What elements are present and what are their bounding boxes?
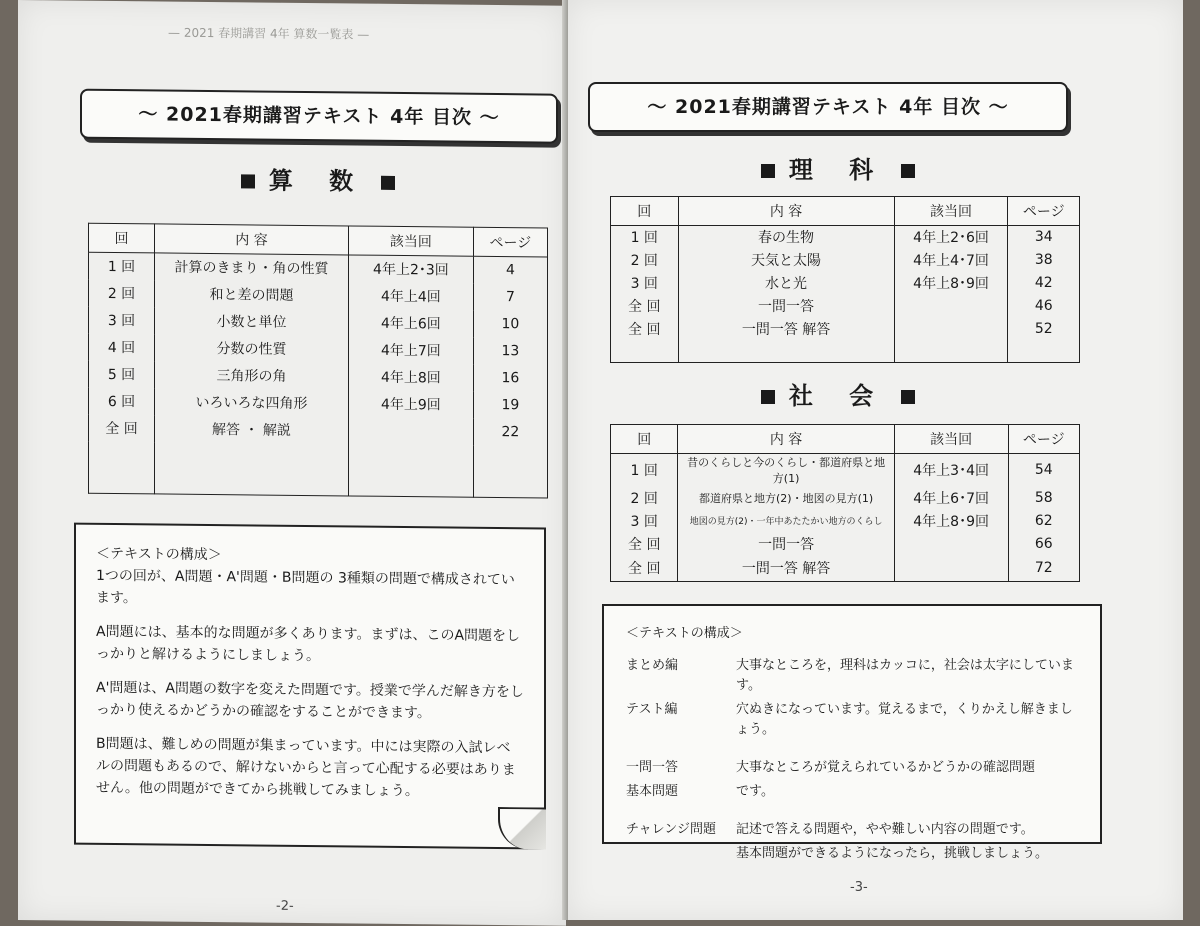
col-header: 該当回 [894,425,1008,454]
table-header-row [611,197,1080,226]
section-heading-social [698,376,978,411]
section-heading-science [698,150,978,185]
square-bullet-icon [761,164,775,178]
table-row: 全 回 一問一答 解答 72 [611,555,1080,581]
page-number: -2- [276,898,294,914]
square-bullet-icon [241,174,255,188]
table-row: 3 回 小数と単位 4年上6回 10 [89,306,548,338]
table-row: 2 回 和と差の問題 4年上4回 7 [89,279,548,311]
note-paragraph: A問題には、基本的な問題が多くあります。まずは、このA問題をしっかりと解けるようにしましょう。 [96,623,521,665]
col-header: ページ [1008,425,1080,454]
running-header: — 2021 春期講習 4年 算数一覧表 — [168,25,370,42]
table-row: 2 回 天気と太陽 4年上4･7回 38 [611,249,1080,272]
note-item: まとめ編 大事なところを，理科はカッコに，社会は太字にしています。 テスト編 穴ぬきになっています。覚えるまで，くりかえし解きましょう。 [626,658,1074,737]
note-paragraph: B問題は、難しめの問題が集まっています。中には実際の入試レベルの問題もあるので、解けないからと言って心配する必要はありません。他の問題ができてから挑戦してみましょう。 [96,735,516,800]
note-item: 一問一答 大事なところが覚えられているかどうかの確認問題 基本問題 です。 [626,760,1036,799]
note-paragraph: 1つの回が、A問題・A'問題・B問題の 3種類の問題で構成されています。 [96,567,515,607]
col-header: 内 容 [678,425,894,454]
table-row: 全 回 一問一答 解答 52 [611,318,1080,341]
table-row: 全 回 解答 ・ 解説 22 [89,414,548,446]
table-row: 1 回 計算のきまり・角の性質 4年上2･3回 4 [89,252,548,284]
square-bullet-icon [901,164,915,178]
subject-label: 算 数 [268,166,368,196]
table-header-row [611,425,1080,454]
table-row: 2 回 都道府県と地方(2)・地図の見方(1) 4年上6･7回 58 [611,486,1080,509]
col-header: ページ [473,227,547,257]
subject-label: 社 会 [788,382,888,410]
col-header: 回 [611,197,679,226]
social-toc-table [610,424,1080,582]
square-bullet-icon [901,390,915,404]
math-toc-table [88,223,548,499]
page-curl-decoration [498,807,546,850]
note-item: チャレンジ問題 記述で答える問題や，やや難しい内容の問題です。 基本問題ができるようになったら，挑戦しましょう。 [626,822,1049,861]
table-row: 6 回 いろいろな四角形 4年上9回 19 [89,387,548,419]
col-header: 該当回 [348,226,473,256]
table-row-empty [89,441,548,498]
text-structure-note [74,523,546,850]
square-bullet-icon [761,390,775,404]
table-row: 全 回 一問一答 46 [611,295,1080,318]
note-paragraph: A'問題は、A問題の数字を変えた問題です。授業で学んだ解き方をしっかり使えるかどうかの確認をすることができます。 [96,679,524,722]
col-header: ページ [1008,197,1080,226]
table-row: 1 回 春の生物 4年上2･6回 34 [611,226,1080,249]
table-row-empty [611,341,1080,363]
left-page [18,0,566,926]
col-header: 内 容 [155,224,349,255]
page-number: -3- [850,880,868,895]
square-bullet-icon [381,176,395,190]
note-heading: ＜テキストの構成＞ [96,545,222,564]
col-header: 回 [611,425,678,454]
right-page [568,0,1183,920]
page-title: ～ 2021春期講習テキスト 4年 目次 ～ [80,89,558,144]
section-heading-math [168,160,468,198]
table-row: 全 回 一問一答 66 [611,532,1080,555]
subject-label: 理 科 [788,156,888,184]
table-row: 1 回 昔のくらしと今のくらし・都道府県と地方(1) 4年上3･4回 54 [611,454,1080,487]
table-row: 5 回 三角形の角 4年上8回 16 [89,360,548,392]
note-heading: ＜テキストの構成＞ [626,626,743,641]
text-structure-note [602,604,1102,861]
table-row: 3 回 地図の見方(2)・一年中あたたかい地方のくらし 4年上8･9回 62 [611,509,1080,532]
col-header: 回 [89,223,155,253]
table-row: 4 回 分数の性質 4年上7回 13 [89,333,548,365]
page-title: ～ 2021春期講習テキスト 4年 目次 ～ [588,82,1068,132]
col-header: 内 容 [678,197,894,226]
col-header: 該当回 [894,197,1008,226]
table-row: 3 回 水と光 4年上8･9回 42 [611,272,1080,295]
science-toc-table [610,196,1080,363]
